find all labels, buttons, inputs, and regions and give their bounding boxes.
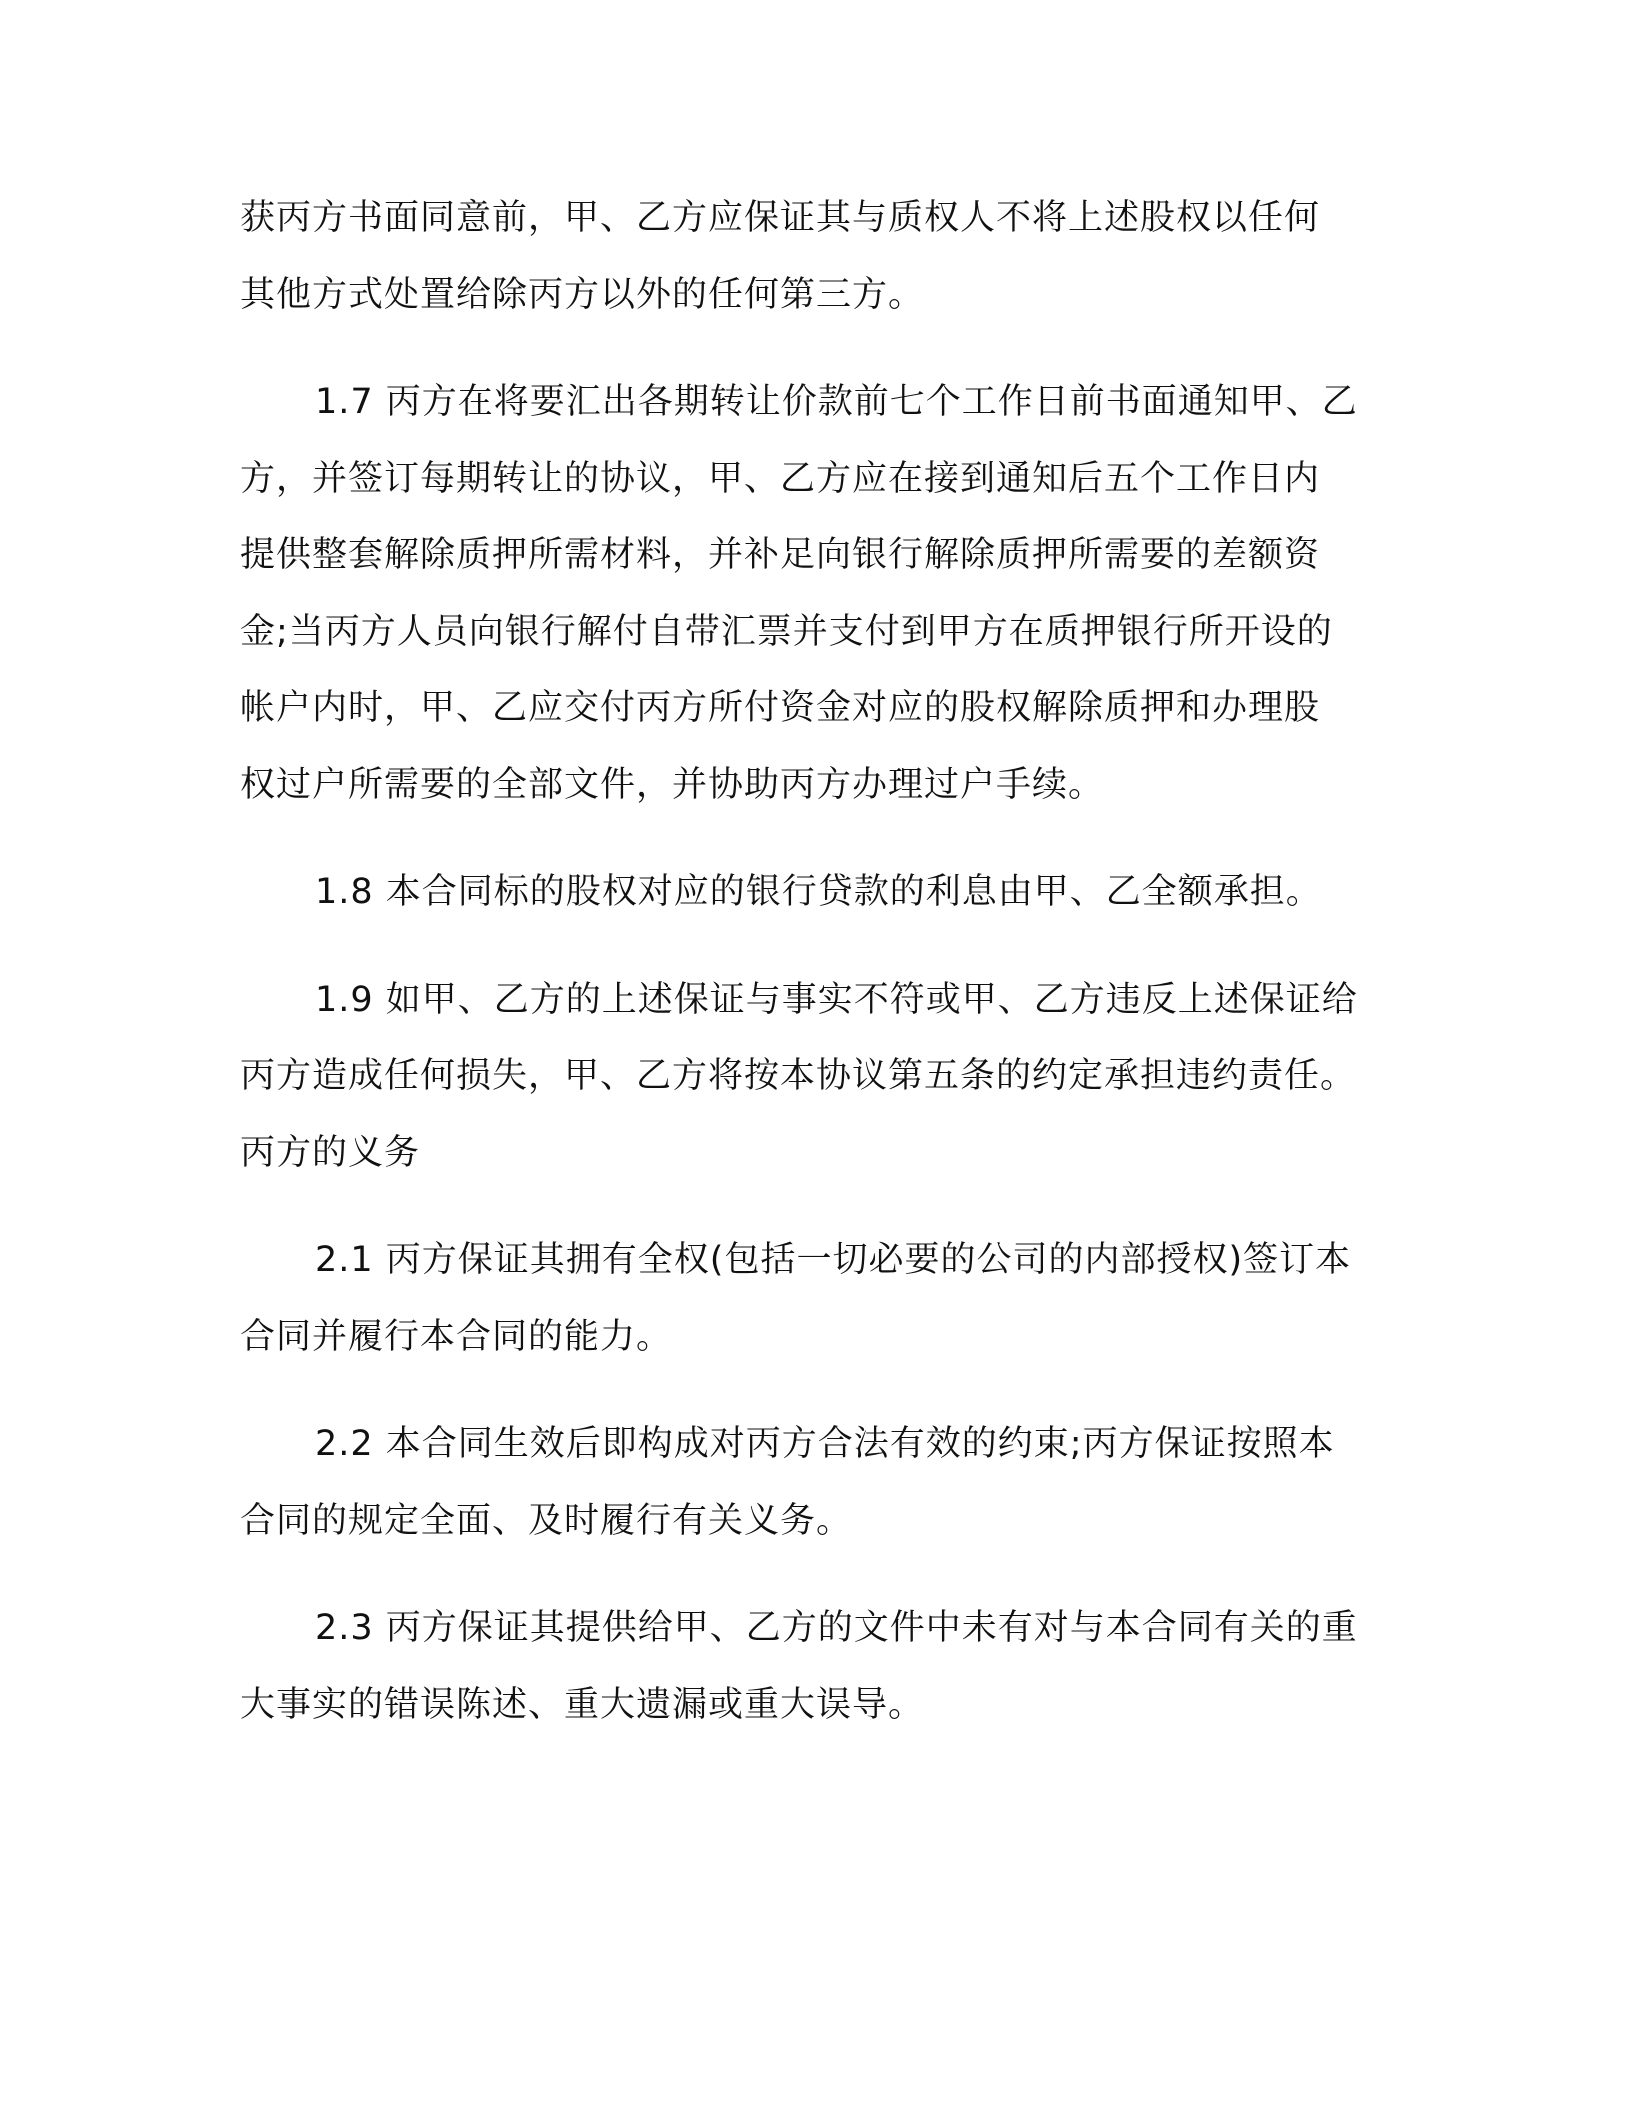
clause-1-9 bbox=[240, 962, 1390, 1192]
text-line: 金;当丙方人员向银行解付自带汇票并支付到甲方在质押银行所开设的 bbox=[240, 611, 1333, 652]
text-line: 权过户所需要的全部文件，并协助丙方办理过户手续。 bbox=[240, 764, 1105, 805]
section-heading: 丙方的义务 bbox=[240, 1132, 421, 1173]
text-line: 1.9 如甲、乙方的上述保证与事实不符或甲、乙方违反上述保证给 bbox=[315, 979, 1358, 1020]
text-line: 方，并签订每期转让的协议，甲、乙方应在接到通知后五个工作日内 bbox=[240, 458, 1321, 499]
text-line: 合同并履行本合同的能力。 bbox=[240, 1316, 673, 1357]
document-body bbox=[240, 180, 1390, 1743]
text-line: 提供整套解除质押所需材料，并补足向银行解除质押所需要的差额资 bbox=[240, 535, 1321, 575]
text-line: 2.3 丙方保证其提供给甲、乙方的文件中未有对与本合同有关的重 bbox=[315, 1608, 1358, 1648]
text-line: 帐户内时，甲、乙应交付丙方所付资金对应的股权解除质押和办理股 bbox=[240, 688, 1321, 728]
text-line: 合同的规定全面、及时履行有关义务。 bbox=[240, 1500, 853, 1541]
text-line: 大事实的错误陈述、重大遗漏或重大误导。 bbox=[240, 1684, 925, 1725]
text-line: 其他方式处置给除丙方以外的任何第三方。 bbox=[240, 274, 925, 315]
text-line: 2.1 丙方保证其拥有全权(包括一切必要的公司的内部授权)签订本 bbox=[315, 1240, 1352, 1280]
clause-1-7 bbox=[240, 364, 1390, 823]
clause-2-2 bbox=[240, 1406, 1390, 1559]
text-line: 获丙方书面同意前，甲、乙方应保证其与质权人不将上述股权以任何 bbox=[240, 198, 1321, 238]
text-line: 丙方造成任何损失，甲、乙方将按本协议第五条的约定承担违约责任。 bbox=[240, 1056, 1357, 1096]
text-line: 1.8 本合同标的股权对应的银行贷款的利息由甲、乙全额承担。 bbox=[315, 872, 1322, 912]
text-line: 2.2 本合同生效后即构成对丙方合法有效的约束;丙方保证按照本 bbox=[315, 1424, 1335, 1464]
paragraph-1-6-continuation bbox=[240, 180, 1390, 333]
text-line: 1.7 丙方在将要汇出各期转让价款前七个工作日前书面通知甲、乙 bbox=[315, 382, 1358, 422]
clause-2-3 bbox=[240, 1590, 1390, 1743]
clause-2-1 bbox=[240, 1222, 1390, 1375]
clause-1-8 bbox=[240, 854, 1390, 931]
